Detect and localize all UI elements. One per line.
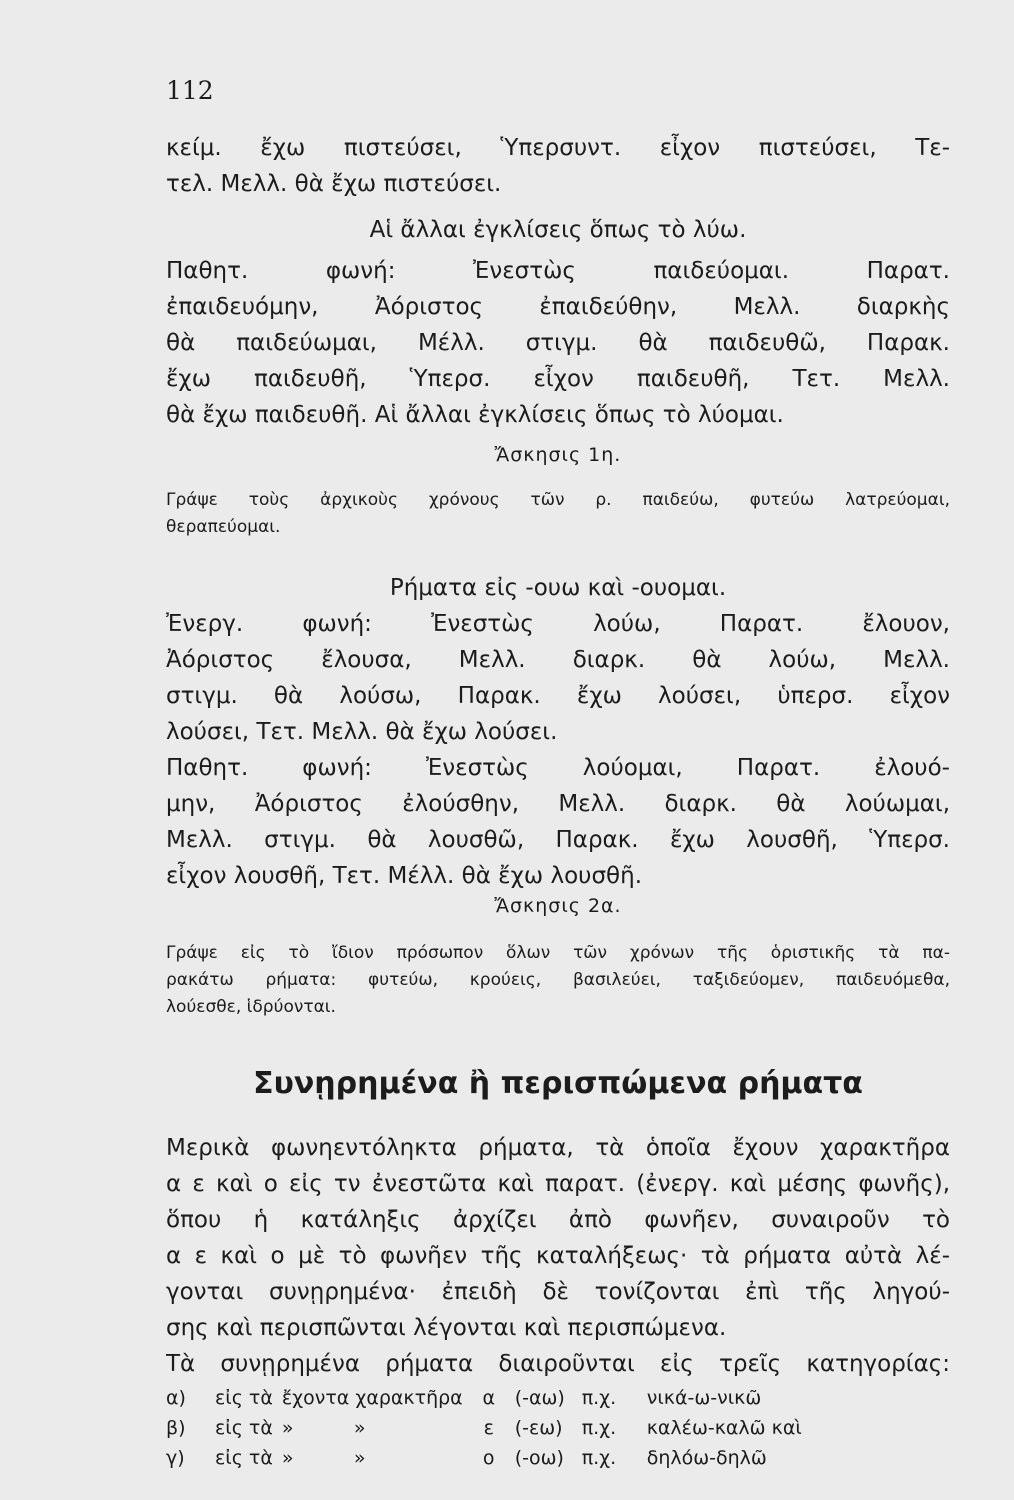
text-line: ὅπου ἡ κατάληξις ἀρχίζει ἀπὸ φωνῆεν, συναιροῦν τὸ bbox=[166, 1207, 950, 1233]
category-ending: (-οω) bbox=[514, 1447, 564, 1469]
category-prep: εἰς τὰ bbox=[215, 1447, 273, 1469]
category-vowel: α bbox=[482, 1387, 495, 1409]
category-vowel: ε bbox=[483, 1417, 494, 1439]
category-marker: γ) bbox=[166, 1447, 185, 1469]
category-prep: εἰς τὰ bbox=[215, 1387, 273, 1409]
text-line: γονται συνῃρημένα· ἐπειδὴ δὲ τονίζονται ἐπὶ τῆς ληγού- bbox=[166, 1279, 950, 1305]
text-line: εἶχον λουσθῆ, Τετ. Μέλλ. θὰ ἔχω λουσθῆ. bbox=[166, 863, 643, 889]
text-line: θὰ παιδεύωμαι, Μέλλ. στιγμ. θὰ παιδευθῶ, Παρακ. bbox=[166, 330, 950, 356]
category-example: νικά-ω-νικῶ bbox=[646, 1387, 762, 1409]
category-example: δηλόω-δηλῶ bbox=[646, 1447, 767, 1469]
exercise-title: Ἄσκησις 1η. bbox=[494, 444, 622, 466]
text-line: λούσει, Τετ. Μελλ. θὰ ἔχω λούσει. bbox=[166, 719, 558, 745]
category-ending: (-αω) bbox=[514, 1387, 565, 1409]
category-mid: ἔχοντα χαρακτῆρα bbox=[281, 1387, 463, 1409]
category-prep: εἰς τὰ bbox=[215, 1417, 273, 1439]
category-abbr: π.χ. bbox=[581, 1447, 617, 1469]
exercise-line: Γράψε εἰς τὸ ἴδιον πρόσωπον ὅλων τῶν χρόνων τῆς ὁριστικῆς τὰ πα- bbox=[166, 943, 950, 963]
text-line: μην, Ἀόριστος ἐλούσθην, Μελλ. διαρκ. θὰ λούωμαι, bbox=[166, 791, 950, 817]
section-note: Αἱ ἄλλαι ἐγκλίσεις ὅπως τὸ λύω. bbox=[369, 217, 747, 243]
category-ending: (-εω) bbox=[514, 1417, 563, 1439]
category-mid: » » bbox=[281, 1417, 366, 1439]
text-line: ἔχω παιδευθῆ, Ὑπερσ. εἶχον παιδευθῆ, Τετ. Μελλ. bbox=[166, 366, 950, 392]
text-line: α ε καὶ ο εἰς τν ἐνεστῶτα καὶ παρατ. (ἐνεργ. καὶ μέσης φωνῆς), bbox=[166, 1171, 950, 1197]
exercise-2 bbox=[166, 893, 950, 1021]
section-3 bbox=[166, 570, 950, 894]
text-line: Παθητ. φωνή: Ἐνεστὼς παιδεύομαι. Παρατ. bbox=[166, 258, 950, 284]
page-number: 112 bbox=[166, 76, 214, 105]
category-abbr: π.χ. bbox=[581, 1387, 617, 1409]
section-4 bbox=[166, 1130, 950, 1382]
text-line: ἐπαιδευόμην, Ἀόριστος ἐπαιδεύθην, Μελλ. διαρκὴς bbox=[166, 294, 950, 320]
text-line: τελ. Μελλ. θὰ ἔχω πιστεύσει. bbox=[166, 171, 502, 197]
text-line: θὰ ἔχω παιδευθῆ. Αἱ ἄλλαι ἐγκλίσεις ὅπως τὸ λύομαι. bbox=[166, 402, 784, 428]
category-row bbox=[166, 1443, 811, 1473]
category-row bbox=[166, 1383, 811, 1413]
section-title: Ρήματα εἰς -ουω καὶ -ουομαι. bbox=[389, 575, 727, 601]
category-example: καλέω-καλῶ καὶ bbox=[646, 1417, 802, 1439]
text-line: σης καὶ περισπῶνται λέγονται καὶ περισπώμενα. bbox=[166, 1315, 727, 1341]
section-2 bbox=[166, 253, 950, 433]
category-abbr: π.χ. bbox=[581, 1417, 617, 1439]
category-marker: β) bbox=[166, 1417, 186, 1439]
text-line: Μελλ. στιγμ. θὰ λουσθῶ, Παρακ. ἔχω λουσθῆ, Ὑπερσ. bbox=[166, 827, 950, 853]
exercise-line: Γράψε τοὺς ἀρχικοὺς χρόνους τῶν ρ. παιδεύω, φυτεύω λατρεύομαι, bbox=[166, 490, 950, 510]
chapter-heading: Συνῃρημένα ἢ περισπώμενα ρήματα bbox=[253, 1066, 863, 1101]
text-line: Ἐνεργ. φωνή: Ἐνεστὼς λούω, Παρατ. ἔλουον, bbox=[166, 611, 950, 637]
text-line: α ε καὶ ο μὲ τὸ φωνῆεν τῆς καταλήξεως· τὰ ρήματα αὐτὰ λέ- bbox=[166, 1243, 950, 1269]
text-line: Παθητ. φωνή: Ἐνεστὼς λούομαι, Παρατ. ἐλουό- bbox=[166, 755, 950, 781]
category-mid: » » bbox=[281, 1447, 366, 1469]
exercise-line: ρακάτω ρήματα: φυτεύω, κρούεις, βασιλεύει, ταξιδεύομεν, παιδευόμεθα, bbox=[166, 970, 950, 990]
text-line: στιγμ. θὰ λούσω, Παρακ. ἔχω λούσει, ὑπερσ. εἶχον bbox=[166, 683, 950, 709]
category-marker: α) bbox=[166, 1387, 186, 1409]
text-line: κείμ. ἔχω πιστεύσει, Ὑπερσυντ. εἶχον πιστεύσει, Τε- bbox=[166, 135, 950, 161]
exercise-line: λούεσθε, ἱδρύονται. bbox=[166, 997, 336, 1017]
text-line: Μερικὰ φωνηεντόληκτα ρήματα, τὰ ὁποῖα ἔχουν χαρακτῆρα bbox=[166, 1135, 950, 1161]
exercise-1 bbox=[166, 442, 950, 541]
exercise-line: θεραπεύομαι. bbox=[166, 517, 281, 537]
text-line: Τὰ συνῃρημένα ρήματα διαιροῦνται εἰς τρεῖς κατηγορίας: bbox=[166, 1351, 950, 1377]
text-line: Ἀόριστος ἔλουσα, Μελλ. διαρκ. θὰ λούω, Μελλ. bbox=[166, 647, 950, 673]
section-1 bbox=[166, 130, 950, 248]
category-vowel: ο bbox=[482, 1447, 495, 1469]
category-list bbox=[166, 1383, 811, 1473]
exercise-title: Ἄσκησις 2α. bbox=[494, 895, 622, 917]
category-row bbox=[166, 1413, 811, 1443]
